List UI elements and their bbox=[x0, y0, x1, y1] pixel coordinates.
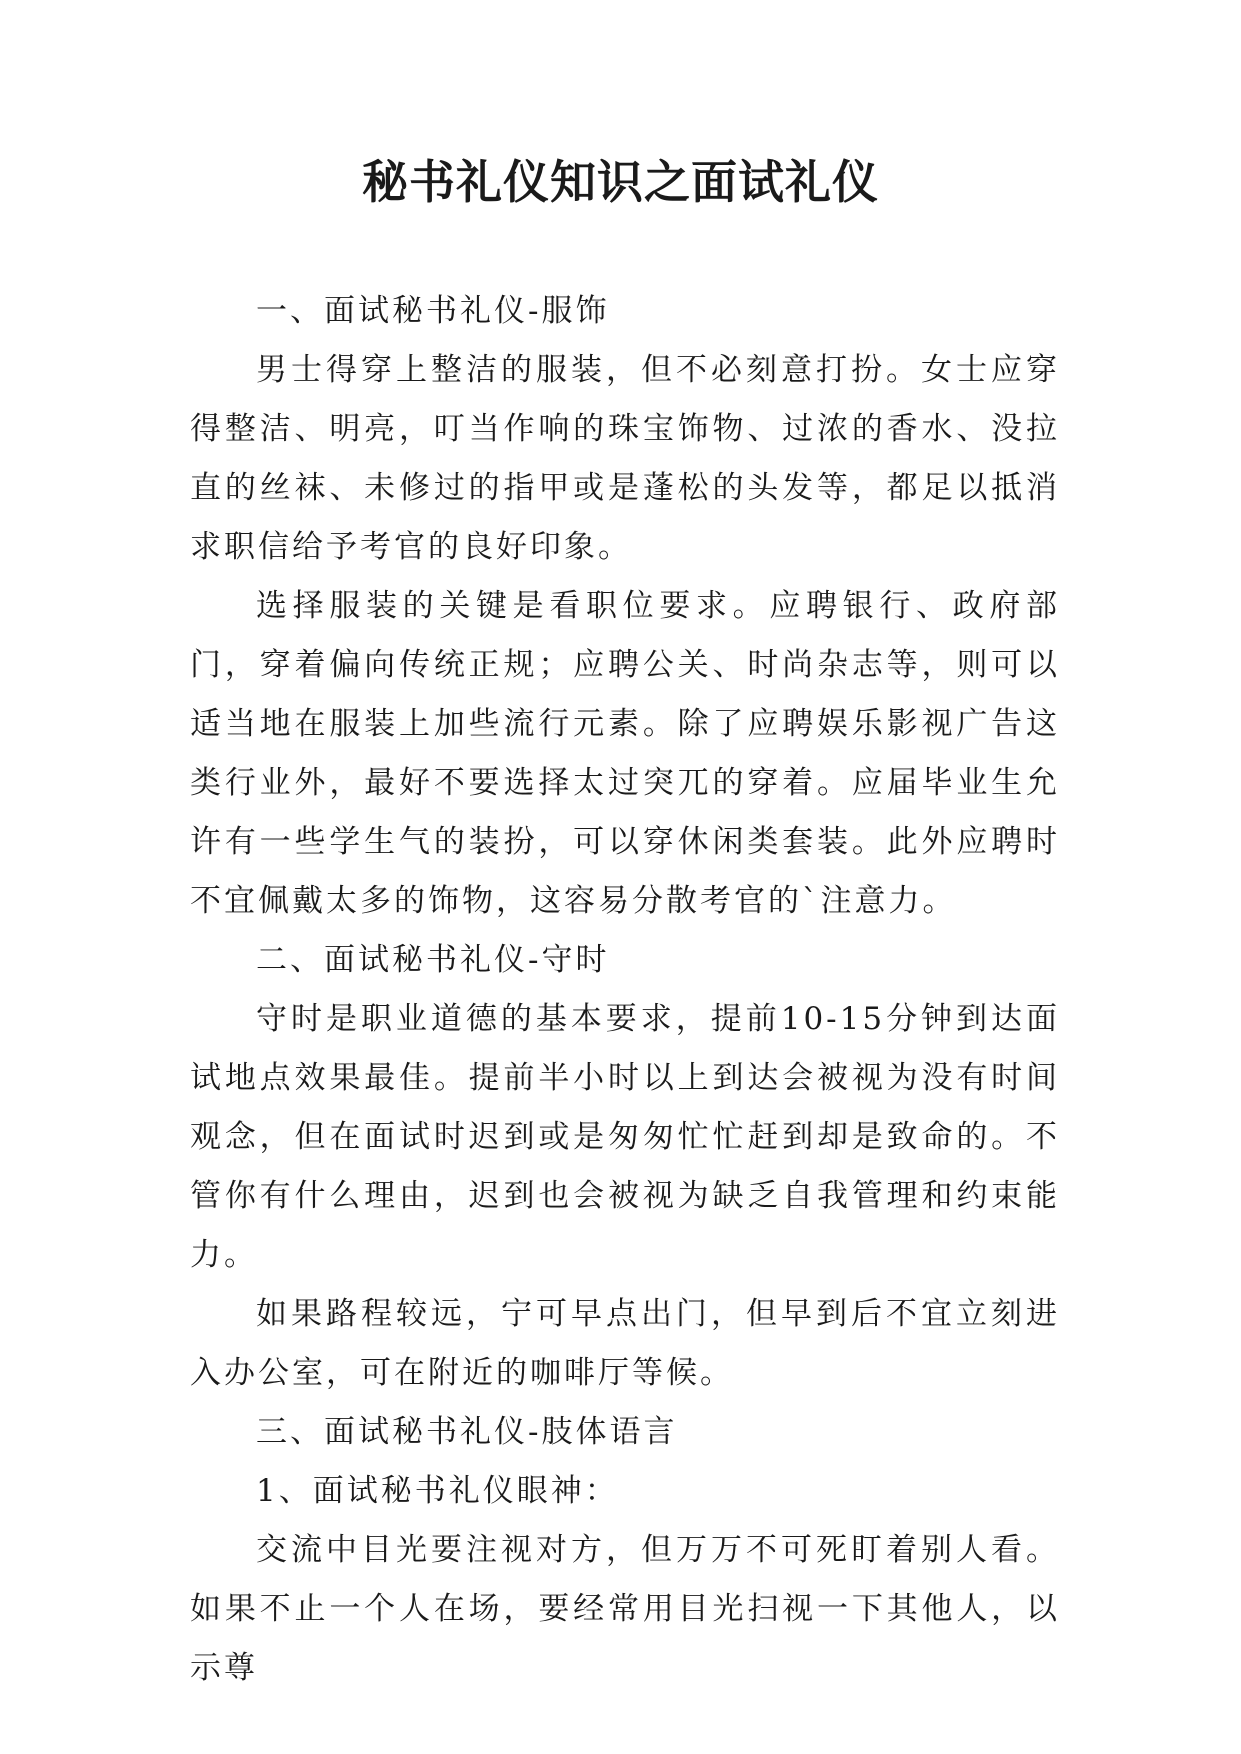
subheading-eye-contact: 1、面试秘书礼仪眼神： bbox=[256, 1473, 619, 1509]
document-body bbox=[190, 282, 1060, 1698]
page-title: 秘书礼仪知识之面试礼仪 bbox=[362, 155, 879, 209]
section-heading-body-language: 三、面试秘书礼仪-肢体语言 bbox=[256, 1414, 678, 1450]
paragraph-punctuality: 守时是职业道德的基本要求，提前10-15分钟到达面试地点效果最佳。提前半小时以上到达会被视为没有时间观念，但在面试时迟到或是匆匆忙忙赶到却是致命的。不管你有什么理由，迟到也会被视为缺乏自我管理和约束能力。 bbox=[190, 1001, 1060, 1273]
paragraph-attire-choice: 选择服装的关键是看职位要求。应聘银行、政府部门，穿着偏向传统正规；应聘公关、时尚杂志等，则可以适当地在服装上加些流行元素。除了应聘娱乐影视广告这类行业外，最好不要选择太过突兀的穿着。应届毕业生允许有一些学生气的装扮，可以穿休闲类套装。此外应聘时不宜佩戴太多的饰物，这容易分散考官的`注意力。 bbox=[190, 588, 1060, 919]
paragraph-attire-appearance: 男士得穿上整洁的服装，但不必刻意打扮。女士应穿得整洁、明亮，叮当作响的珠宝饰物、过浓的香水、没拉直的丝袜、未修过的指甲或是蓬松的头发等，都足以抵消求职信给予考官的良好印象。 bbox=[190, 352, 1060, 565]
paragraph-eye-contact: 交流中目光要注视对方，但万万不可死盯着别人看。如果不止一个人在场，要经常用目光扫视一下其他人，以示尊 bbox=[190, 1532, 1060, 1686]
section-heading-attire: 一、面试秘书礼仪-服饰 bbox=[256, 293, 610, 329]
paragraph-early-arrival: 如果路程较远，宁可早点出门，但早到后不宜立刻进入办公室，可在附近的咖啡厅等候。 bbox=[190, 1296, 1060, 1391]
section-heading-punctuality: 二、面试秘书礼仪-守时 bbox=[256, 942, 610, 978]
